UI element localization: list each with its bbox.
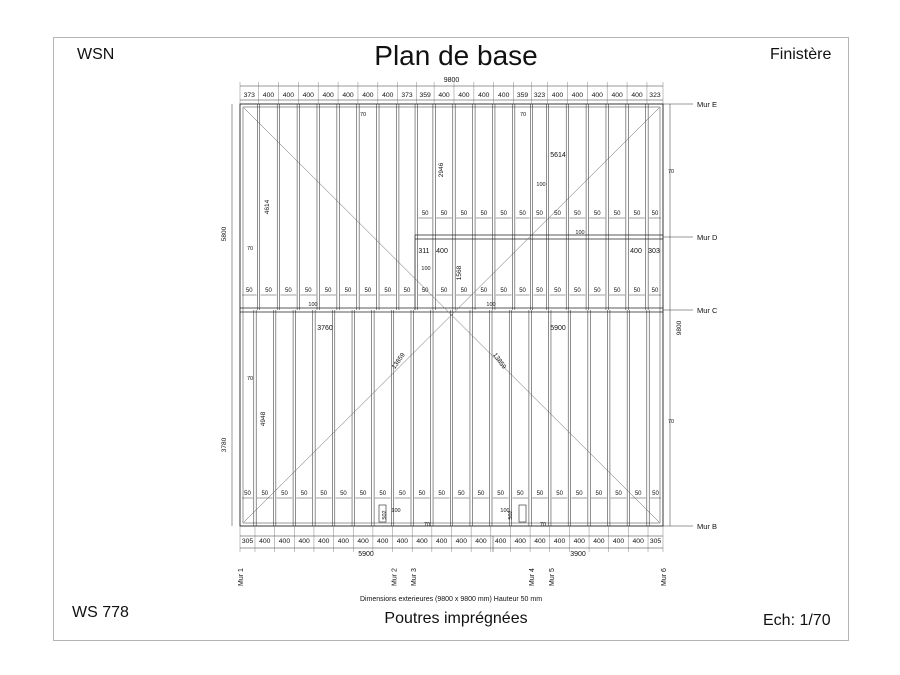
blocking-label: 50 xyxy=(536,491,544,497)
top-spacing-label: 359 xyxy=(419,92,431,99)
blocking-label: 50 xyxy=(613,211,621,217)
bottom-total-left: 5900 xyxy=(358,551,374,558)
bottom-spacing-label: 400 xyxy=(436,538,448,545)
blocking-label: 50 xyxy=(364,288,372,294)
blocking-label: 50 xyxy=(613,288,621,294)
blocking-label: 50 xyxy=(615,491,622,497)
blocking-label: 50 xyxy=(536,211,543,217)
blocking-label: 50 xyxy=(244,491,251,497)
top-spacing-label: 359 xyxy=(516,92,529,99)
blocking-label: 50 xyxy=(421,288,429,294)
top-spacing-label: 400 xyxy=(498,92,510,99)
bottom-spacing-label: 400 xyxy=(455,538,467,545)
blocking-label: 50 xyxy=(460,211,468,217)
beam-top-right: 5614 xyxy=(550,152,566,159)
spacing-100-label: 100 xyxy=(486,302,496,308)
wall-label-horizontal: Mur E xyxy=(697,100,718,109)
spacing-70-label: 70 xyxy=(359,112,367,118)
spacing-70-label: 70 xyxy=(246,246,254,252)
subtitle-label: Poutres imprégnées xyxy=(384,610,528,627)
blocking-label: 50 xyxy=(281,491,288,497)
page-title: Plan de base xyxy=(374,40,538,71)
blocking-label: 50 xyxy=(480,211,488,217)
blocking-label: 50 xyxy=(324,288,332,294)
bottom-spacing-label: 400 xyxy=(396,538,409,545)
bottom-spacing-label: 305 xyxy=(649,538,662,545)
wall-label-horizontal: Mur D xyxy=(697,233,718,242)
blocking-label: 50 xyxy=(384,288,392,294)
bottom-spacing-label: 400 xyxy=(337,538,350,545)
blocking-label: 50 xyxy=(633,288,641,294)
bottom-spacing-label: 400 xyxy=(553,538,566,545)
joist-mid-top: 2946 xyxy=(438,162,445,178)
top-spacing-label: 400 xyxy=(282,92,295,99)
spacing-100-label: 100 xyxy=(500,508,510,514)
top-spacing-label: 323 xyxy=(649,92,661,99)
bottom-spacing-label: 400 xyxy=(416,538,428,545)
blocking-label: 50 xyxy=(634,491,642,497)
top-spacing-label: 400 xyxy=(302,92,314,99)
joist-bottom-left: 4948 xyxy=(260,411,267,427)
top-spacing-label: 400 xyxy=(571,92,584,99)
blocking-label: 50 xyxy=(536,288,543,294)
spacing-70-label: 70 xyxy=(667,419,675,425)
region-label: Finistère xyxy=(770,46,832,63)
blocking-label: 50 xyxy=(261,491,269,497)
wall-label-horizontal: Mur C xyxy=(697,306,718,315)
spacing-70-label: 70 xyxy=(539,522,547,528)
blocking-label: 50 xyxy=(554,211,561,217)
bottom-spacing-label: 400 xyxy=(593,538,605,545)
bottom-total-right: 3900 xyxy=(570,551,586,558)
wall-label-vertical: Mur 2 xyxy=(391,568,399,586)
spacing-70-label: 70 xyxy=(423,522,431,528)
spacing-70-label: 70 xyxy=(246,376,254,382)
bottom-spacing-label: 400 xyxy=(612,538,625,545)
bottom-spacing-label: 400 xyxy=(632,538,644,545)
blocking-label: 50 xyxy=(300,491,308,497)
spacing-100-label: 100 xyxy=(536,182,546,188)
top-spacing-label: 400 xyxy=(591,92,603,99)
bottom-spacing-label: 400 xyxy=(259,538,271,545)
blocking-label: 50 xyxy=(403,288,411,294)
blocking-label: 50 xyxy=(497,491,504,497)
bottom-spacing-label: 305 xyxy=(241,538,254,545)
blocking-label: 50 xyxy=(500,211,508,217)
top-spacing-label: 400 xyxy=(262,92,275,99)
blocking-label: 50 xyxy=(519,288,526,294)
beam-c-right: 5900 xyxy=(550,325,566,332)
blocking-label: 50 xyxy=(652,491,659,497)
wall-label-vertical: Mur 3 xyxy=(411,568,419,586)
diagonals-layer xyxy=(244,108,659,522)
top-spacing-label: 400 xyxy=(478,92,490,99)
wall-label-vertical: Mur 4 xyxy=(529,568,537,586)
blocking-label: 50 xyxy=(575,491,583,497)
blocking-label: 50 xyxy=(344,288,352,294)
left-height-bottom: 3780 xyxy=(221,437,228,453)
blocking-label: 50 xyxy=(516,491,524,497)
bottom-spacing-label: 400 xyxy=(475,538,487,545)
blocking-label: 50 xyxy=(651,211,659,217)
scale-label: Ech: 1/70 xyxy=(763,612,831,629)
d-right-400-label: 400 xyxy=(630,248,642,255)
top-spacing-label: 400 xyxy=(611,92,623,99)
blocking-label: 50 xyxy=(440,211,448,217)
wall-label-horizontal: Mur B xyxy=(697,522,718,531)
blocking-label: 50 xyxy=(480,288,488,294)
blocking-label: 50 xyxy=(460,288,468,294)
wall-label-vertical: Mur 1 xyxy=(238,568,245,586)
top-spacing-label: 373 xyxy=(243,92,255,99)
bottom-spacing-label: 400 xyxy=(318,538,330,545)
post-left-label: 502 xyxy=(382,510,388,520)
blocking-label: 50 xyxy=(340,491,347,497)
bottom-spacing-label: 400 xyxy=(298,538,310,545)
bottom-spacing-label: 400 xyxy=(357,538,369,545)
dimensions-layer xyxy=(232,82,693,552)
company-label: WSN xyxy=(77,46,115,63)
top-spacing-label: 400 xyxy=(382,92,394,99)
bottom-spacing-label: 400 xyxy=(278,538,291,545)
top-spacing-label: 323 xyxy=(533,92,546,99)
blocking-label: 50 xyxy=(554,288,561,294)
top-spacing-label: 400 xyxy=(551,92,564,99)
wall-label-vertical: Mur 5 xyxy=(548,568,556,586)
blocking-label: 50 xyxy=(651,288,659,294)
blocking-label: 50 xyxy=(438,491,446,497)
blocking-label: 50 xyxy=(556,491,563,497)
spacing-70-label: 70 xyxy=(667,169,675,175)
post-right xyxy=(519,505,526,522)
top-spacing-label: 400 xyxy=(362,92,374,99)
blocking-label: 50 xyxy=(245,288,253,294)
blocking-label: 50 xyxy=(633,211,641,217)
spacing-70-label: 70 xyxy=(519,112,527,118)
blocking-label: 50 xyxy=(477,491,485,497)
top-spacing-label: 400 xyxy=(458,92,470,99)
model-label: WS 778 xyxy=(72,604,129,621)
blocking-label: 50 xyxy=(574,211,581,217)
blocking-label: 50 xyxy=(593,211,601,217)
blocking-label: 50 xyxy=(359,491,367,497)
blocking-label: 50 xyxy=(595,491,603,497)
bottom-spacing-label: 400 xyxy=(494,538,507,545)
blocking-label: 50 xyxy=(304,288,312,294)
blocking-label: 50 xyxy=(500,288,508,294)
joist-top-left: 4614 xyxy=(264,199,271,215)
wall-label-vertical: Mur 6 xyxy=(661,568,668,586)
bottom-spacing-label: 400 xyxy=(573,538,585,545)
overall-width-label: 9800 xyxy=(443,77,460,84)
top-spacing-label: 400 xyxy=(438,92,450,99)
blocking-label: 50 xyxy=(418,491,426,497)
blocking-label: 50 xyxy=(379,491,387,497)
spacing-100-label: 100 xyxy=(575,230,585,236)
blocking-label: 50 xyxy=(457,491,465,497)
blocking-label: 50 xyxy=(285,288,292,294)
joist-mid-center: 1568 xyxy=(456,265,463,281)
diagonal-right-label: 13859 xyxy=(491,351,508,371)
spacing-100-label: 100 xyxy=(391,508,401,514)
blocking-label: 50 xyxy=(399,491,406,497)
blocking-label: 50 xyxy=(574,288,581,294)
top-spacing-label: 373 xyxy=(401,92,413,99)
blocking-label: 50 xyxy=(440,288,448,294)
top-spacing-label: 400 xyxy=(631,92,643,99)
spacing-100-label: 100 xyxy=(308,302,318,308)
blocking-label: 50 xyxy=(519,211,526,217)
right-height: 9800 xyxy=(676,320,683,336)
blocking-label: 50 xyxy=(593,288,601,294)
diagonal-left-label: 13859 xyxy=(390,351,407,371)
top-spacing-label: 400 xyxy=(322,92,334,99)
dimensions-note: Dimensions exterieures (9800 x 9800 mm) Hauteur 50 mm xyxy=(359,596,543,603)
d-right-303-label: 303 xyxy=(648,248,660,255)
beam-c-left: 3760 xyxy=(317,325,333,332)
post-right-label: 502 xyxy=(508,510,514,520)
left-height-top: 5800 xyxy=(221,226,228,242)
blocking-label: 50 xyxy=(421,211,429,217)
gap-400-label: 400 xyxy=(436,248,448,255)
blocking-label: 50 xyxy=(265,288,272,294)
top-spacing-label: 400 xyxy=(342,92,354,99)
gap-311-label: 311 xyxy=(418,248,430,255)
bottom-spacing-label: 400 xyxy=(514,538,526,545)
blocking-label: 50 xyxy=(320,491,328,497)
spacing-100-label: 100 xyxy=(421,266,431,272)
bottom-spacing-label: 400 xyxy=(534,538,546,545)
bottom-spacing-label: 400 xyxy=(377,538,389,545)
